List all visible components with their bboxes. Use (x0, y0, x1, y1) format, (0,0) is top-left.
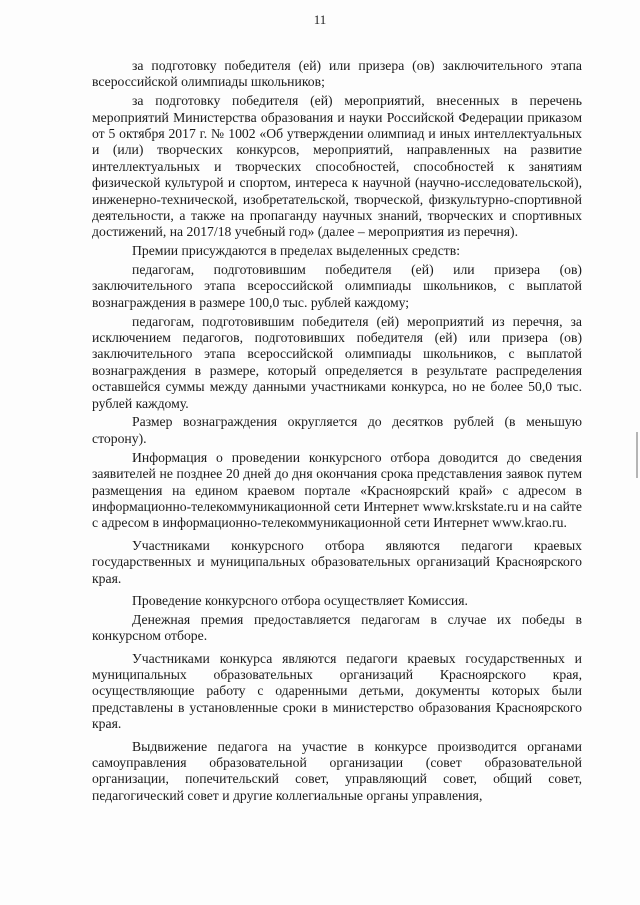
paragraph-selection-participants: Участниками конкурсного отбора являются педагоги краевых государственных и муниципальных образовательных организаций Красноярского края. (92, 537, 582, 586)
page-number: 11 (313, 12, 327, 27)
paragraph-cash-prize: Денежная премия предоставляется педагогам в случае их победы в конкурсном отборе. (92, 611, 582, 644)
scan-edge-mark (636, 432, 638, 478)
paragraph-awards-intro: Премии присуждаются в пределах выделенных средств: (132, 243, 461, 259)
paragraph-commission: Проведение конкурсного отбора осуществляет Комиссия. (132, 592, 468, 608)
paragraph-events-list-bonus: за подготовку победителя (ей) мероприятий, внесенных в перечень мероприятий Министерства образования и науки Российской Федерации приказом от 5 октября 2017 г. № 1002 «Об утверждении олимпиад и иных интеллектуальных и (или) творческих конкурсов, мероприятий, направленных на развитие интеллектуальных и творческих способностей, способностей к занятиям физической культурой и спортом, интереса к научной (научно-исследовательской), инженерно-технической, изобретательской, творческой, физкультурно-спортивной деятельности, а также на пропаганду научных знаний, творческих и спортивных достижений, на 2017/18 учебный год» (далее – мероприятия из перечня). (92, 93, 582, 240)
paragraph-award-events: педагогам, подготовившим победителя (ей) мероприятий из перечня, за исключением педагогов, подготовивших победителя (ей) или призера (ов) заключительного этапа всероссийской олимпиады школьников, с выплатой вознаграждения в размере, который определяется в результате распределения оставшейся суммы между данными участниками конкурса, но не более 50,0 тыс. рублей каждому. (92, 313, 582, 411)
paragraph-olympiad-bonus: за подготовку победителя (ей) или призера (ов) заключительного этапа всероссийской олимпиады школьников; (92, 58, 582, 90)
paragraph-nomination: Выдвижение педагога на участие в конкурсе производится органами самоуправления образовательной организации (совет образовательной организации, попечительский совет, управляющий совет, общий совет, педагогический совет и другие коллегиальные органы управления, (92, 738, 582, 803)
document-body (92, 58, 582, 807)
paragraph-contest-participants: Участниками конкурса являются педагоги краевых государственных и муниципальных образовательных организаций Красноярского края, осуществляющие работу с одаренными детьми, документы которых были представлены в установленные сроки в министерство образования Красноярского края. (92, 650, 582, 732)
paragraph-award-olympiad: педагогам, подготовившим победителя (ей) или призера (ов) заключительного этапа всероссийской олимпиады школьников, с выплатой вознаграждения в размере 100,0 тыс. рублей каждому; (92, 262, 582, 310)
paragraph-rounding: Размер вознаграждения округляется до десятков рублей (в меньшую сторону). (92, 414, 582, 446)
paragraph-information: Информация о проведении конкурсного отбора доводится до сведения заявителей не позднее 20 дней до дня окончания срока представления заявок путем размещения на едином краевом портале «Красноярский край» с адресом в информационно-телекоммуникационной сети Интернет www.krskstate.ru и на сайте с адресом в информационно-телекоммуникационной сети Интернет www.krao.ru. (92, 449, 582, 531)
